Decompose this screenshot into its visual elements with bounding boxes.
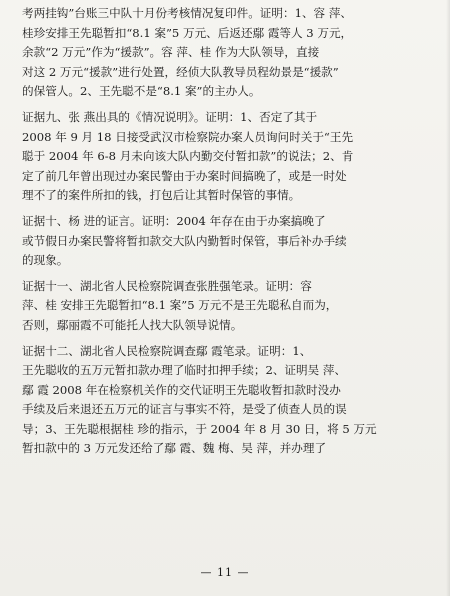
text-line: 的保管人。2、王先聪不是“8.1 案”的主办人。 <box>22 84 261 99</box>
text-line: 对这 2 万元“援款”进行处置，经侦大队教导员程幼景是“援款” <box>22 64 339 79</box>
text-line: 考两挂钩”台账三中队十月份考核情况复印件。证明：1、容 萍、 <box>22 6 353 20</box>
text-line: 余款“2 万元”作为“援款”。容 萍、桂 作为大队领导，直接 <box>22 45 320 60</box>
text-line: 暂扣款中的 3 万元发还给了鄢 霞、魏 梅、吴 萍，并办理了 <box>22 441 327 456</box>
page-number: — 11 — <box>200 566 250 579</box>
paragraph-evidence-12 <box>22 342 432 460</box>
paragraph-evidence-10 <box>22 212 432 271</box>
text-line: 理不了的案件所扣的钱，打包后让其暂时保管的事情。 <box>22 188 301 203</box>
paragraph-1 <box>22 4 432 102</box>
text-line: 证据十、杨 进的证言。证明：2004 年存在由于办案搞晚了 <box>22 213 326 228</box>
text-line: 2008 年 9 月 18 日接受武汉市检察院办案人员询问时关于“王先 <box>22 129 354 144</box>
text-line: 鄢 霞 2008 年在检察机关作的交代证明王先聪收暂扣款时没办 <box>22 382 341 397</box>
paragraph-evidence-11 <box>22 277 432 336</box>
text-line: 桂珍安排王先聪暂扣“8.1 案”5 万元、后返还鄢 霞等人 3 万元， <box>22 25 353 40</box>
text-line: 否则，鄢丽霞不可能托人找大队领导说情。 <box>22 317 243 332</box>
text-line: 或节假日办案民警将暂扣款交大队内勤暂时保管，事后补办手续 <box>22 233 347 248</box>
text-line: 证据九、张 燕出具的《情况说明》。证明：1、否定了其于 <box>22 109 318 124</box>
text-line: 定了前几年曾出现过办案民警由于办案时间搞晚了，或是一时处 <box>22 168 347 183</box>
text-line: 聪于 2004 年 6-8 月未向该大队内勤交付暂扣款”的说法；2、肯 <box>22 149 354 164</box>
text-line: 证据十一、湖北省人民检察院调查张胜强笔录。证明：容 <box>22 278 312 293</box>
paragraph-evidence-9 <box>22 108 432 206</box>
text-line: 手续及后来退还五万元的证言与事实不符，是受了侦查人员的误 <box>22 402 347 417</box>
text-line: 导；3、王先聪根据桂 珍的指示，于 2004 年 8 月 30 日，将 5 万元 <box>22 421 377 436</box>
document-body <box>22 4 432 459</box>
text-line: 王先聪收的五万元暂扣款办理了临时扣押手续；2、证明吴 萍、 <box>22 363 347 378</box>
text-line: 的现象。 <box>22 253 69 268</box>
text-line: 萍、桂 安排王先聪暂扣“8.1 案”5 万元不是王先聪私自而为， <box>22 298 338 313</box>
page-edge-shadow <box>446 0 450 596</box>
text-line: 证据十二、湖北省人民检察院调查鄢 霞笔录。证明：1、 <box>22 343 312 358</box>
